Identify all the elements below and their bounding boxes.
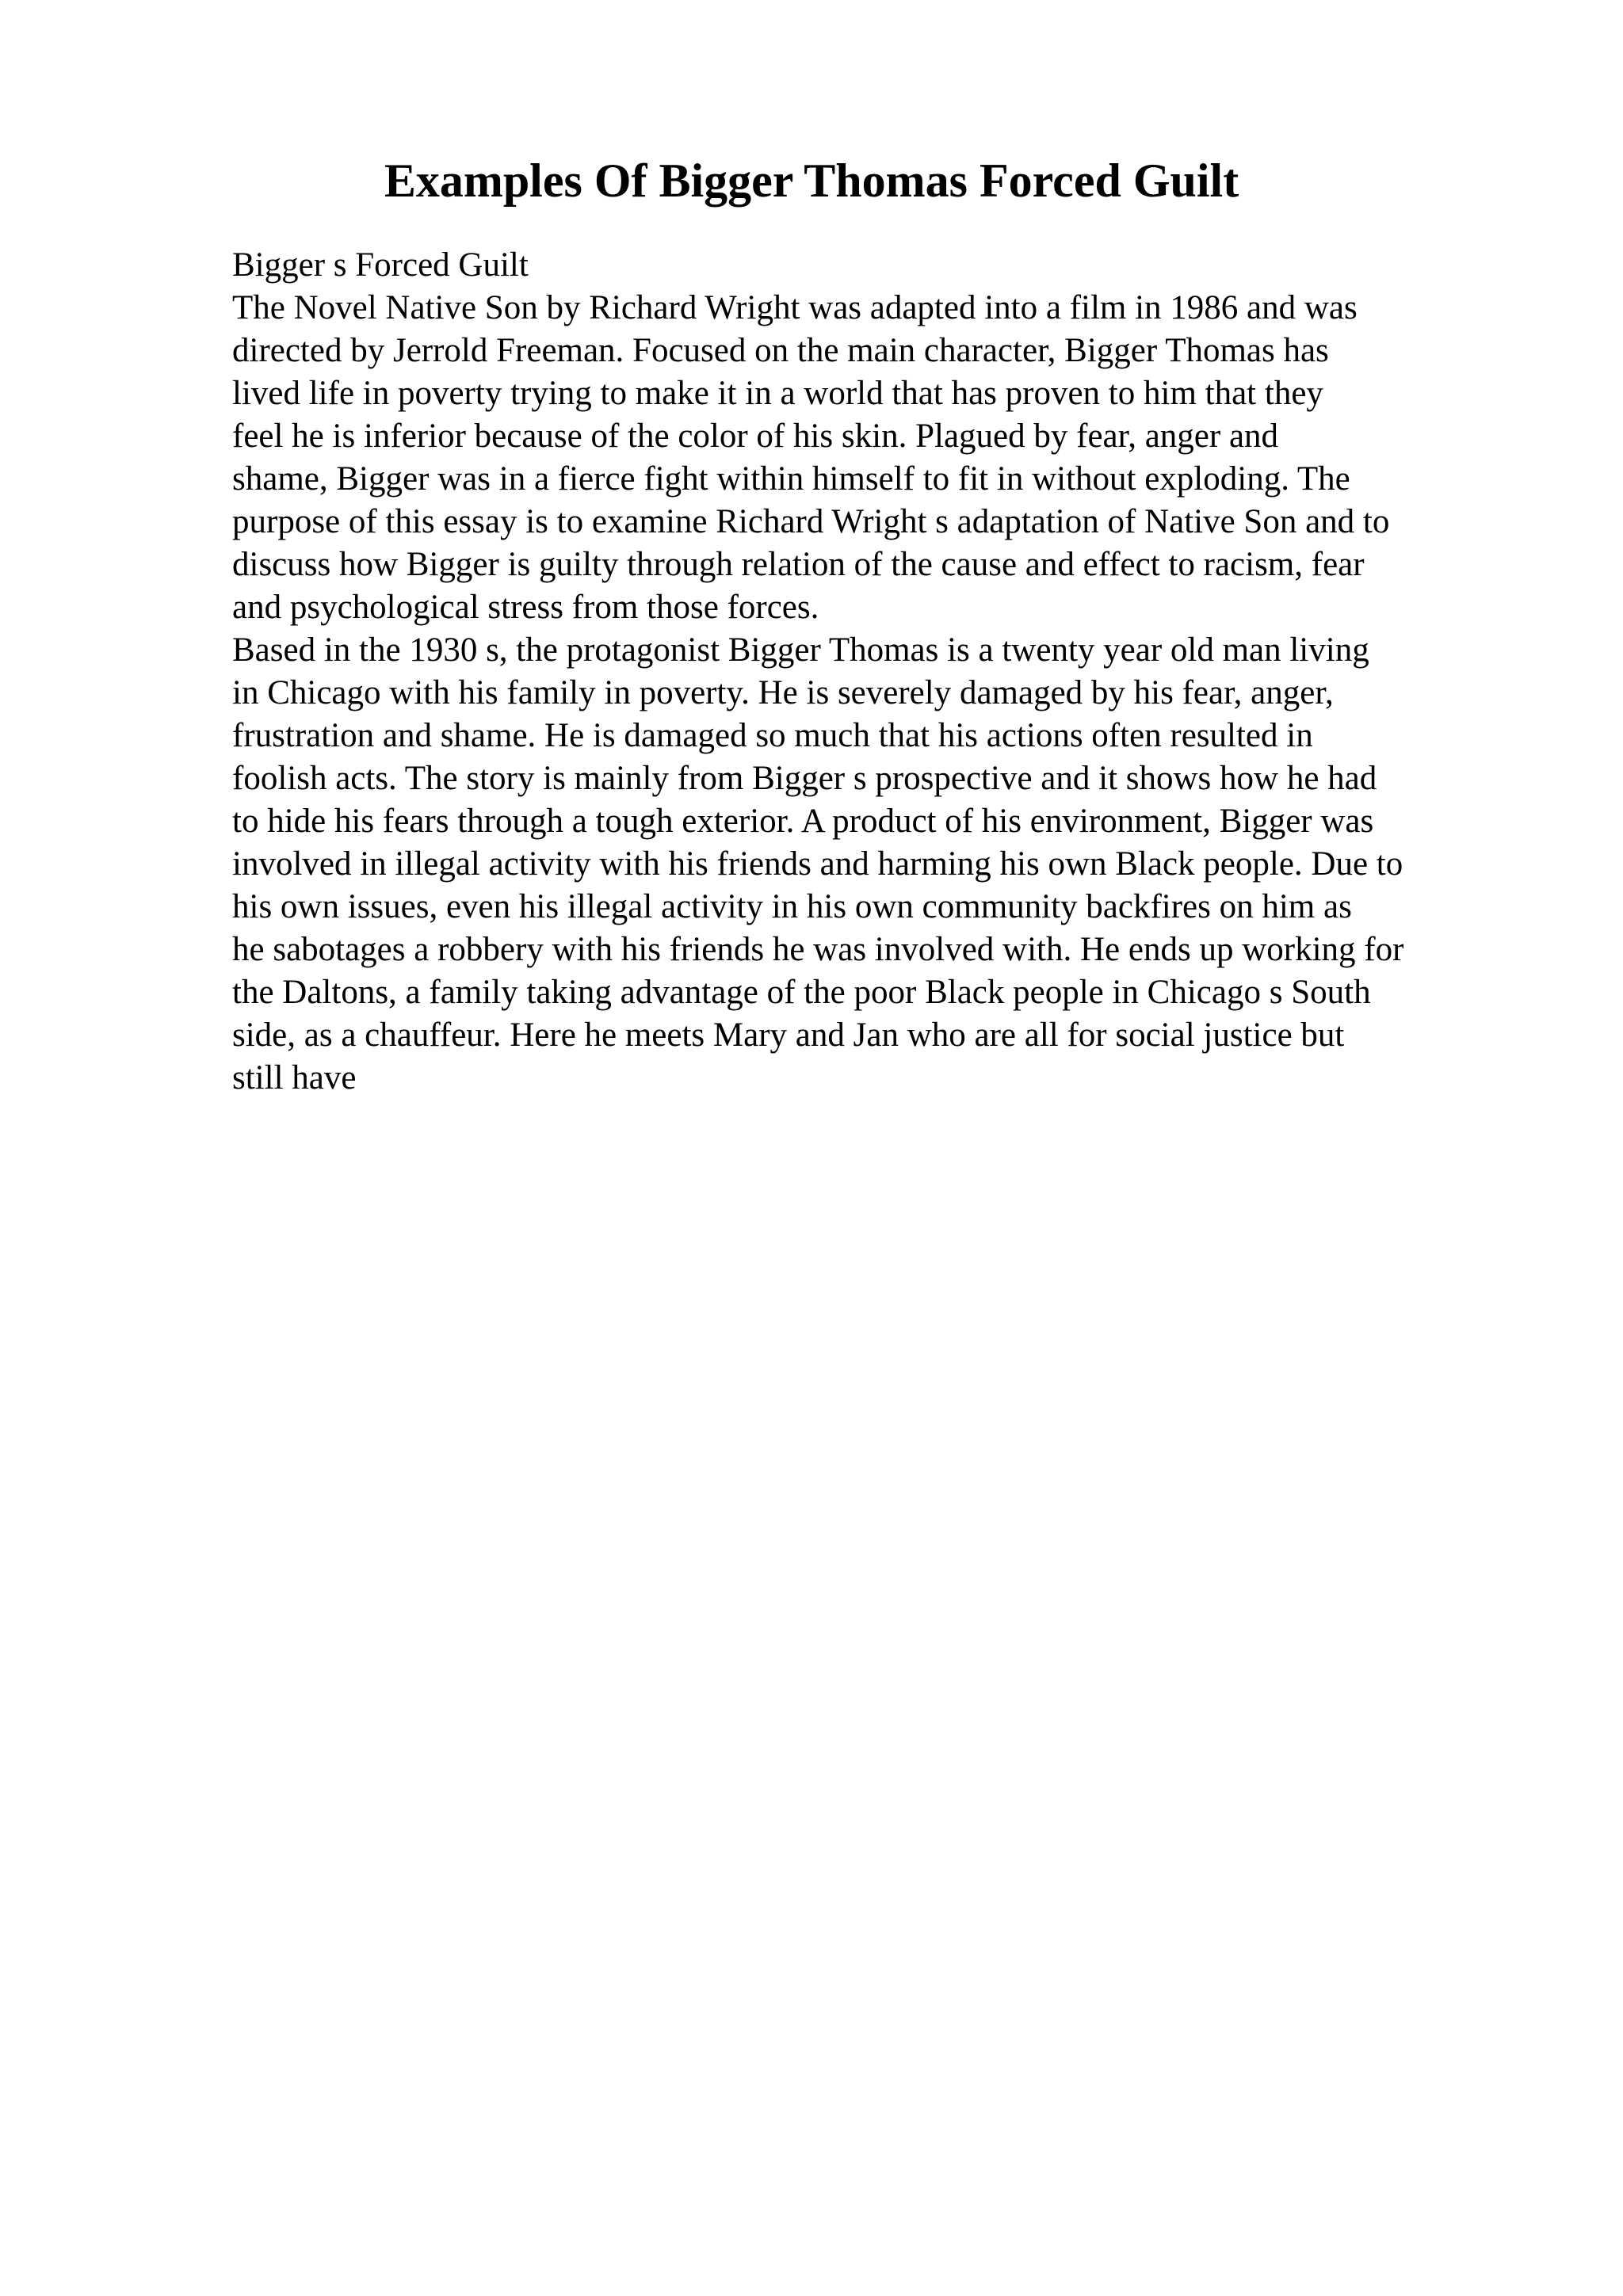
text-line: The Novel Native Son by Richard Wright was adapted into a film in 1986 and was xyxy=(232,289,1358,326)
text-line: and psychological stress from those forces. xyxy=(232,589,819,626)
text-line: shame, Bigger was in a fierce fight within himself to fit in without exploding. The xyxy=(232,460,1350,498)
text-line: lived life in poverty trying to make it in a world that has proven to him that they xyxy=(232,375,1323,412)
text-line: still have xyxy=(232,1059,357,1097)
text-line: Based in the 1930 s, the protagonist Bigger Thomas is a twenty year old man living xyxy=(232,631,1369,669)
text-line: purpose of this essay is to examine Richard Wright s adaptation of Native Son and to xyxy=(232,503,1390,540)
document-title: Examples Of Bigger Thomas Forced Guilt xyxy=(384,154,1239,207)
text-line: discuss how Bigger is guilty through relation of the cause and effect to racism, fear xyxy=(232,546,1365,583)
text-line: foolish acts. The story is mainly from Bigger s prospective and it shows how he had xyxy=(232,760,1377,797)
text-line: side, as a chauffeur. Here he meets Mary and Jan who are all for social justice but xyxy=(232,1016,1345,1054)
text-line: to hide his fears through a tough exterior. A product of his environment, Bigger was xyxy=(232,803,1374,840)
text-line: directed by Jerrold Freeman. Focused on the main character, Bigger Thomas has xyxy=(232,332,1329,369)
text-line: the Daltons, a family taking advantage of the poor Black people in Chicago s South xyxy=(232,974,1371,1011)
text-line: involved in illegal activity with his friends and harming his own Black people. Due to xyxy=(232,845,1403,883)
subtitle-line: Bigger s Forced Guilt xyxy=(232,246,529,284)
text-line: his own issues, even his illegal activity in his own community backfires on him as xyxy=(232,888,1352,925)
text-line: feel he is inferior because of the color of his skin. Plagued by fear, anger and xyxy=(232,418,1279,455)
text-line: in Chicago with his family in poverty. He is severely damaged by his fear, anger, xyxy=(232,674,1334,711)
text-line: frustration and shame. He is damaged so much that his actions often resulted in xyxy=(232,717,1313,754)
document-body xyxy=(232,244,1564,1100)
text-line: he sabotages a robbery with his friends he was involved with. He ends up working for xyxy=(232,931,1404,968)
